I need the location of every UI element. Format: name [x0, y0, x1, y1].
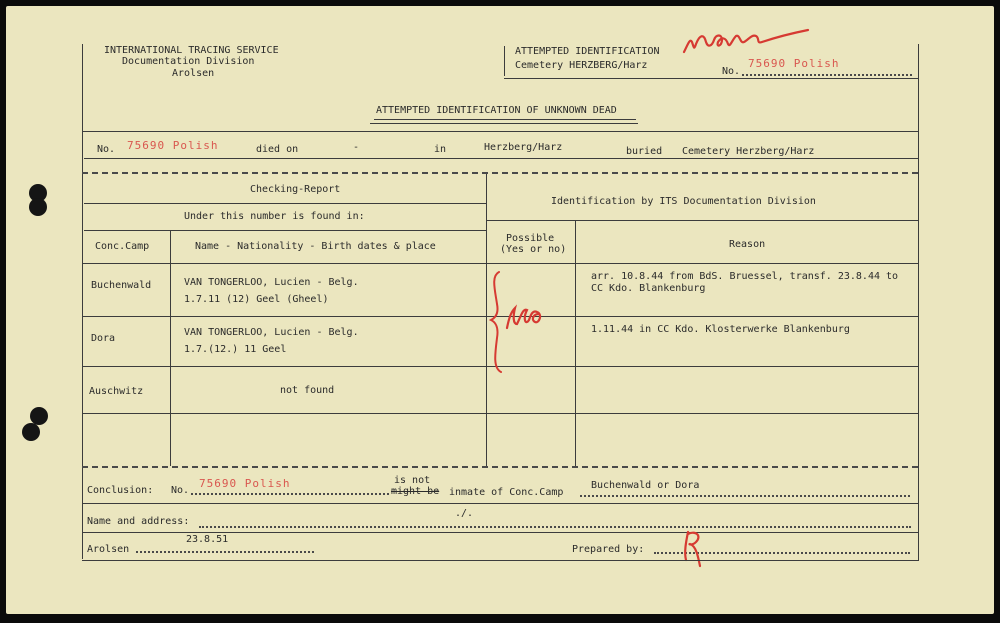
row3-camp: Auschwitz	[89, 386, 144, 397]
buried-value: Cemetery Herzberg/Harz	[682, 146, 815, 157]
record-no-value: 75690 Polish	[127, 139, 219, 152]
conclusion-bottom	[82, 503, 918, 504]
row2-name-line2: 1.7.(12.) 11 Geel	[184, 344, 287, 355]
row1-camp: Buchenwald	[91, 280, 152, 291]
box-title: ATTEMPTED IDENTIFICATION	[515, 46, 660, 57]
conclusion-inmate: inmate of Conc.Camp	[449, 487, 564, 498]
row1-name-line1: VAN TONGERLOO, Lucien - Belg.	[184, 277, 359, 288]
died-value: -	[353, 142, 360, 153]
org-name: INTERNATIONAL TRACING SERVICE	[104, 45, 279, 56]
col-header-camp: Conc.Camp	[95, 241, 150, 252]
org-city: Arolsen	[172, 68, 215, 79]
box-cemetery: Cemetery HERZBERG/Harz	[515, 60, 648, 71]
record-no-label: No.	[97, 144, 116, 155]
row1-reason-line1: arr. 10.8.44 from BdS. Bruessel, transf. 23.8.44 to	[591, 271, 899, 282]
record-top-line	[82, 131, 918, 132]
conclusion-struck: might be	[391, 486, 440, 497]
table-divider-middle	[486, 174, 487, 466]
name-address-bottom	[82, 532, 918, 533]
conclusion-no-label: No.	[171, 485, 190, 496]
conclusion-label: Conclusion:	[87, 485, 154, 496]
title-underline	[374, 119, 636, 120]
conclusion-camps-line	[580, 495, 910, 497]
col-header-name: Name - Nationality - Birth dates & place	[195, 241, 436, 252]
conclusion-no-value: 75690 Polish	[199, 477, 291, 490]
row2-camp: Dora	[91, 333, 116, 344]
identification-sep	[486, 220, 918, 221]
row2-reason-line1: 1.11.44 in CC Kdo. Klosterwerke Blankenburg	[591, 324, 850, 335]
conclusion-is-not: is not	[394, 475, 431, 486]
header-no-line	[742, 74, 912, 76]
form-title: ATTEMPTED IDENTIFICATION OF UNKNOWN DEAD	[376, 105, 617, 116]
checking-sep	[84, 203, 486, 204]
header-no-label: No.	[722, 66, 741, 77]
title-underline-2	[370, 123, 638, 124]
row3-name-line1: not found	[280, 385, 335, 396]
row1-name-line2: 1.7.11 (12) Geel (Gheel)	[184, 294, 329, 305]
handwritten-no-brace	[489, 268, 559, 378]
col-header-reason: Reason	[729, 239, 766, 250]
handwritten-initial	[678, 530, 712, 570]
handwritten-none	[678, 22, 818, 62]
death-place: Herzberg/Harz	[484, 142, 563, 153]
conclusion-no-line	[191, 493, 389, 495]
document-card	[6, 6, 994, 614]
frame-left	[82, 44, 83, 559]
record-underline	[84, 158, 918, 159]
footer-place: Arolsen	[87, 544, 130, 555]
col-header-possible-2: (Yes or no)	[500, 244, 567, 255]
in-label: in	[434, 144, 447, 155]
header-box-bottom	[504, 78, 919, 79]
table-bottom-line	[82, 466, 918, 468]
col-header-possible-1: Possible	[506, 233, 555, 244]
died-label: died on	[256, 144, 299, 155]
name-address-value: ./.	[455, 508, 474, 519]
header-box-left	[504, 46, 505, 76]
table-header-bottom	[82, 263, 918, 264]
punch-hole-top-2	[29, 198, 47, 216]
row2-name-line1: VAN TONGERLOO, Lucien - Belg.	[184, 327, 359, 338]
frame-right	[918, 44, 919, 561]
name-address-label: Name and address:	[87, 516, 190, 527]
checking-title: Checking-Report	[250, 184, 341, 195]
col-divider-possible	[575, 220, 576, 466]
conclusion-camps: Buchenwald or Dora	[591, 480, 700, 491]
identification-title: Identification by ITS Documentation Division	[551, 196, 816, 207]
checking-sep-2	[84, 230, 486, 231]
header-no-value: 75690 Polish	[748, 57, 840, 70]
col-divider-camp	[170, 230, 171, 466]
table-top-line	[82, 172, 918, 174]
prepared-label: Prepared by:	[572, 544, 645, 555]
footer-date: 23.8.51	[186, 534, 229, 545]
org-division: Documentation Division	[122, 56, 255, 67]
checking-subtitle: Under this number is found in:	[184, 211, 365, 222]
punch-hole-bottom-2	[22, 423, 40, 441]
row-line-3	[82, 413, 918, 414]
buried-label: buried	[626, 146, 663, 157]
footer-date-line	[136, 551, 314, 553]
name-address-line	[199, 526, 911, 528]
form-bottom-line	[82, 560, 918, 561]
row1-reason-line2: CC Kdo. Blankenburg	[591, 283, 706, 294]
